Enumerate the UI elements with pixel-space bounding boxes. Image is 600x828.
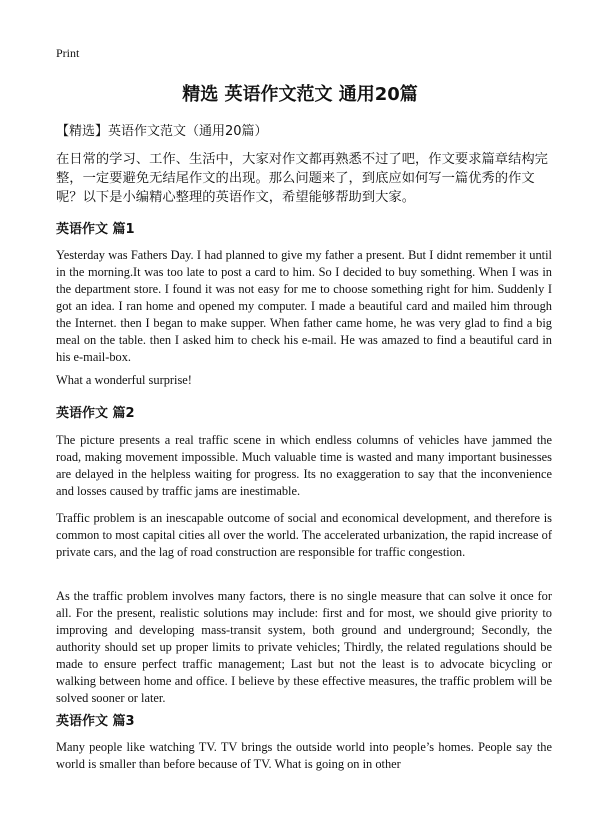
- print-link[interactable]: Print: [56, 46, 80, 60]
- section-heading-1: 英语作文 篇1: [56, 222, 135, 237]
- essay-paragraph: Many people like watching TV. TV brings the outside world into people’s homes. People say the world is smaller than before because of TV. What is going on in other: [56, 740, 552, 771]
- essay-paragraph: As the traffic problem involves many factors, there is no single measure that can solve it once for all. For the present, realistic solutions may include: first and for most, we should give priority to improving and developing mass-transit system, both ground and underground; Secondly, the authority should set up proper limits to private vehicles; Thirdly, the related regulations should be made to ensure perfect traffic management; Last but not the least is to advocate bicycling or walking between home and office. I believe by these effective measures, the traffic problem will be solved sooner or later.: [56, 589, 552, 705]
- section-heading-3: 英语作文 篇3: [56, 714, 135, 729]
- intro-paragraph: 在日常的学习、工作、生活中，大家对作文都再熟悉不过了吧，作文要求篇章结构完整，一定要避免无结尾作文的出现。那么问题来了，到底应如何写一篇优秀的作文呢？以下是小编精心整理的英语作文，希望能够帮助到大家。: [56, 152, 548, 205]
- subtitle: 【精选】英语作文范文（通用20篇）: [56, 124, 268, 139]
- section-heading-2: 英语作文 篇2: [56, 406, 135, 421]
- essay-paragraph: What a wonderful surprise!: [56, 373, 192, 387]
- page-title: 精选 英语作文范文 通用20篇: [182, 84, 418, 105]
- essay-paragraph: The picture presents a real traffic scene in which endless columns of vehicles have jammed the road, making movement impossible. Much valuable time is wasted and many important businesses are delayed in the helpless waiting for progress. Its no exaggeration to say that the inconvenience and losses caused by traffic jams are inestimable.: [56, 433, 552, 498]
- essay-paragraph: Traffic problem is an inescapable outcome of social and economical development, and therefore is common to most capital cities all over the world. The accelerated urbanization, the rapid increase of private cars, and the lag of road construction are responsible for traffic congestion.: [56, 511, 552, 559]
- essay-paragraph: Yesterday was Fathers Day. I had planned to give my father a present. But I didnt remember it until in the morning.It was too late to post a card to him. So I decided to buy something. When I was in the department store. I found it was not easy for me to choose something right for him. Suddenly I got an idea. I ran home and opened my computer. I made a beautiful card and mailed him through the Internet. then I began to make supper. When father came home, he was very glad to find a big meal on the table. then I asked him to check his e-mail. He was amazed to find a beautiful card in his e-mail-box.: [56, 248, 552, 364]
